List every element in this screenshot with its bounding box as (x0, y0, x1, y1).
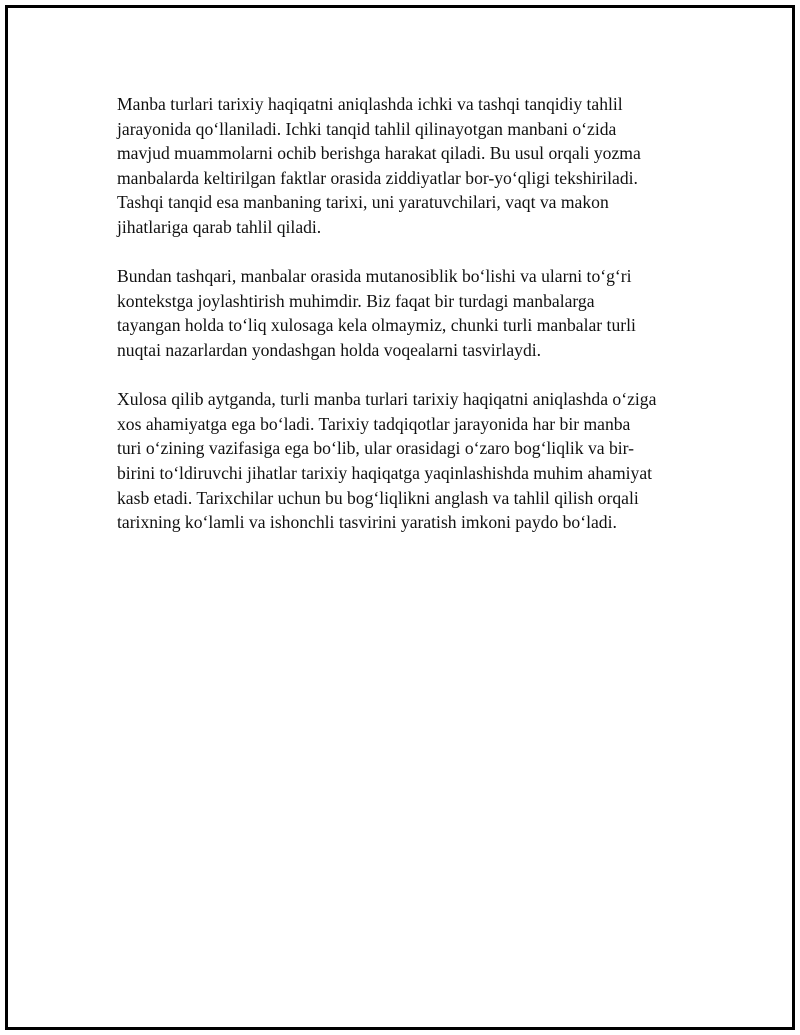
text-line: manbalarda keltirilgan faktlar orasida ziddiyatlar bor-yo‘qligi tekshiriladi. (117, 167, 638, 188)
text-line: nuqtai nazarlardan yondashgan holda voqealarni tasvirlaydi. (117, 339, 542, 360)
paragraph-2 (117, 264, 667, 362)
text-line: jihatlariga qarab tahlil qiladi. (117, 216, 322, 237)
paragraph-3 (117, 387, 667, 535)
text-line: mavjud muammolarni ochib berishga harakat qiladi. Bu usul orqali yozma (117, 143, 641, 164)
document-body (117, 92, 667, 559)
text-line: turi o‘zining vazifasiga ega bo‘lib, ular orasidagi o‘zaro bog‘liqlik va bir- (117, 438, 635, 459)
text-line: Manba turlari tarixiy haqiqatni aniqlashda ichki va tashqi tanqidiy tahlil (117, 94, 623, 114)
text-line: Tashqi tanqid esa manbaning tarixi, uni yaratuvchilari, vaqt va makon (117, 192, 609, 213)
text-line: tayangan holda to‘liq xulosaga kela olmaymiz, chunki turli manbalar turli (117, 315, 636, 336)
text-line: tarixning ko‘lamli va ishonchli tasvirini yaratish imkoni paydo bo‘ladi. (117, 512, 617, 533)
text-line: kasb etadi. Tarixchilar uchun bu bog‘liqlikni anglash va tahlil qilish orqali (117, 487, 639, 508)
text-line: Bundan tashqari, manbalar orasida mutanosiblik bo‘lishi va ularni to‘g‘ri (117, 266, 632, 287)
text-line: kontekstga joylashtirish muhimdir. Biz faqat bir turdagi manbalarga (117, 290, 595, 311)
text-line: xos ahamiyatga ega bo‘ladi. Tarixiy tadqiqotlar jarayonida har bir manba (117, 413, 631, 434)
paragraph-1 (117, 92, 667, 240)
text-line: Xulosa qilib aytganda, turli manba turlari tarixiy haqiqatni aniqlashda o‘ziga (117, 389, 657, 410)
text-line: jarayonida qo‘llaniladi. Ichki tanqid tahlil qilinayotgan manbani o‘zida (117, 118, 617, 139)
text-line: birini to‘ldiruvchi jihatlar tarixiy haqiqatga yaqinlashishda muhim ahamiyat (117, 462, 653, 483)
